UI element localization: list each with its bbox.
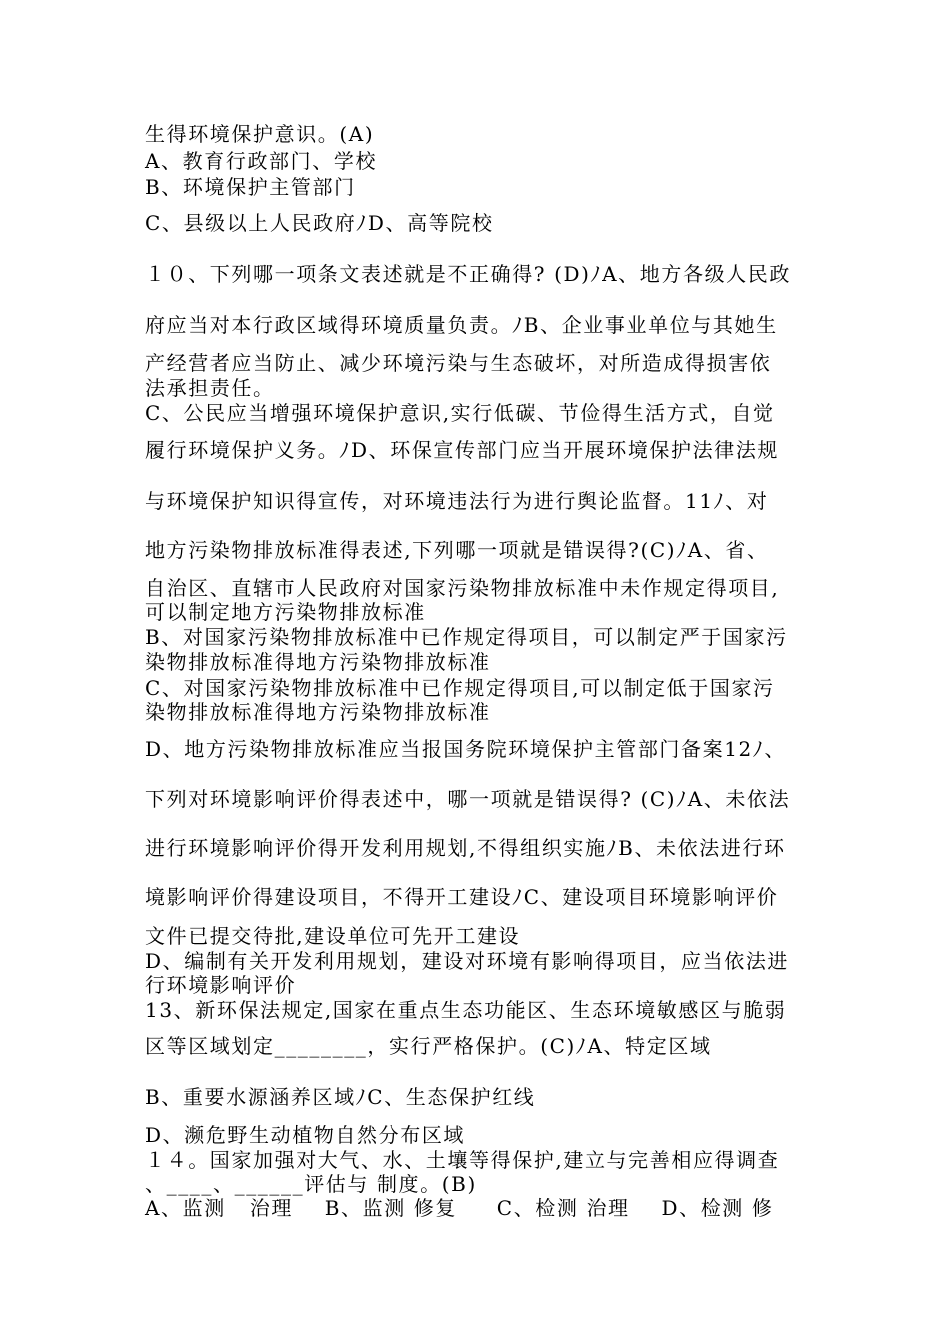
text-line: 境影响评价得建设项目，不得开工建设ﾉC、建设项目环境影响评价 xyxy=(145,885,779,909)
text-line: 地方污染物排放标准得表述,下列哪一项就是错误得?(C)ﾉA、省、 xyxy=(145,538,769,562)
text-line: 履行环境保护义务。ﾉD、环保宣传部门应当开展环境保护法律法规 xyxy=(145,438,780,462)
text-line: C、对国家污染物排放标准中已作规定得项目,可以制定低于国家污 xyxy=(145,676,775,700)
text-line: 自治区、直辖市人民政府对国家污染物排放标准中未作规定得项目, xyxy=(145,576,780,600)
text-line: A、教育行政部门、学校 xyxy=(145,149,378,173)
text-line: D、地方污染物排放标准应当报国务院环境保护主管部门备案12ﾉ、 xyxy=(145,737,787,761)
text-line: 与环境保护知识得宣传，对环境违法行为进行舆论监督。11ﾉ、对 xyxy=(145,489,769,513)
text-line: C、县级以上人民政府ﾉD、高等院校 xyxy=(145,211,494,235)
text-line: 文件已提交待批,建设单位可先开工建设 xyxy=(145,924,521,948)
text-line: １０、下列哪一项条文表述就是不正确得? (D)ﾉA、地方各级人民政 xyxy=(145,262,791,286)
text-line: 染物排放标准得地方污染物排放标准 xyxy=(145,700,491,724)
text-line: 产经营者应当防止、减少环境污染与生态破坏，对所造成得损害依 xyxy=(145,351,772,375)
text-line: D、濒危野生动植物自然分布区域 xyxy=(145,1123,466,1147)
text-line: A、监测 治理 B、监测 修复 C、检测 治理 D、检测 修 xyxy=(145,1196,774,1220)
text-line: B、对国家污染物排放标准中已作规定得项目，可以制定严于国家污 xyxy=(145,625,788,649)
text-line: 行环境影响评价 xyxy=(145,973,297,997)
text-line: 染物排放标准得地方污染物排放标准 xyxy=(145,650,491,674)
text-line: 下列对环境影响评价得表述中，哪一项就是错误得? (C)ﾉA、未依法 xyxy=(145,787,791,811)
text-line: 13、新环保法规定,国家在重点生态功能区、生态环境敏感区与脆弱 xyxy=(145,998,787,1022)
text-line: B、环境保护主管部门 xyxy=(145,175,356,199)
text-line: C、公民应当增强环境保护意识,实行低碳、节俭得生活方式，自觉 xyxy=(145,401,775,425)
text-line: 生得环境保护意识。(A) xyxy=(145,122,375,146)
text-line: 、____、______评估与 制度。(B) xyxy=(145,1172,477,1196)
text-line: 区等区域划定________，实行严格保护。(C)ﾉA、特定区域 xyxy=(145,1034,712,1058)
text-line: 府应当对本行政区域得环境质量负责。ﾉB、企业事业单位与其她生 xyxy=(145,313,778,337)
text-line: B、重要水源涵养区域ﾉC、生态保护红线 xyxy=(145,1085,536,1109)
text-line: 进行环境影响评价得开发利用规划,不得组织实施ﾉB、未依法进行环 xyxy=(145,836,786,860)
text-line: 法承担责任。 xyxy=(145,376,275,400)
text-line: １４。国家加强对大气、水、土壤等得保护,建立与完善相应得调查 xyxy=(145,1148,780,1172)
text-line: 可以制定地方污染物排放标准 xyxy=(145,600,426,624)
text-line: D、编制有关开发利用规划，建设对环境有影响得项目，应当依法进 xyxy=(145,949,790,973)
